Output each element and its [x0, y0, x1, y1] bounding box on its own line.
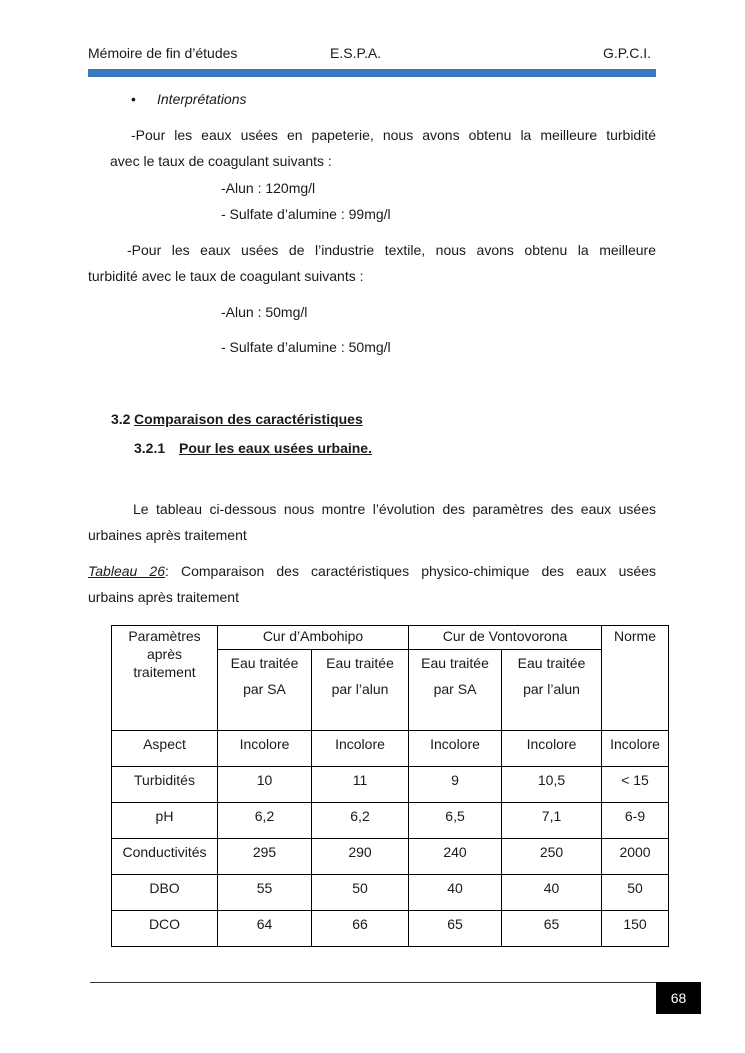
- table-cell: Incolore: [602, 731, 669, 767]
- table-header-row-groups: [112, 626, 669, 650]
- section-number: 3.2: [111, 411, 131, 427]
- para1-line2: avec le taux de coagulant suivants :: [110, 153, 332, 169]
- table-cell: 9: [409, 767, 502, 803]
- table-caption-label: Tableau 26: [88, 563, 165, 579]
- para2-line1: -Pour les eaux usées de l’industrie textile, nous avons obtenu la meilleure: [127, 242, 656, 258]
- header-sub-2-line1: Eau traitée: [326, 655, 394, 671]
- header-sub-2: [312, 650, 409, 731]
- table-row: [112, 839, 669, 875]
- table-cell: 65: [409, 911, 502, 947]
- table-row: [112, 767, 669, 803]
- table-cell: 10,5: [502, 767, 602, 803]
- subsection-number: 3.2.1: [134, 440, 166, 456]
- header-norme: Norme: [602, 626, 669, 731]
- header-sub-2-line2: par l’alun: [331, 681, 389, 697]
- intro-line2: urbaines après traitement: [88, 527, 247, 543]
- para1-item2: - Sulfate d’alumine : 99mg/l: [221, 206, 391, 222]
- para2-line2: turbidité avec le taux de coagulant suivants :: [88, 268, 364, 284]
- para1-item1: -Alun : 120mg/l: [221, 180, 316, 196]
- table-cell: 6,5: [409, 803, 502, 839]
- table-cell: Aspect: [112, 731, 218, 767]
- header-sub-4-line2: par l’alun: [523, 681, 580, 697]
- table-cell: Incolore: [502, 731, 602, 767]
- table-cell: 40: [502, 875, 602, 911]
- table-cell: 55: [218, 875, 312, 911]
- header-sub-1: [218, 650, 312, 731]
- header-left: Mémoire de fin d’études: [88, 45, 238, 61]
- bullet-icon: •: [131, 91, 136, 107]
- table-caption-text: : Comparaison des caractéristiques physico-chimique des eaux usées: [165, 563, 656, 579]
- header-sub-1-line2: par SA: [243, 681, 286, 697]
- header-sub-3: [409, 650, 502, 731]
- header-parametres-line2: après: [146, 646, 183, 662]
- header-sub-4: [502, 650, 602, 731]
- table-cell: 6,2: [218, 803, 312, 839]
- table-row: [112, 875, 669, 911]
- table-caption-line2: urbains après traitement: [88, 589, 239, 605]
- header-parametres-line3: traitement: [133, 664, 196, 680]
- footer-rule: [90, 982, 701, 983]
- table-cell: < 15: [602, 767, 669, 803]
- table-row: [112, 911, 669, 947]
- subsection-title: Pour les eaux usées urbaine.: [179, 440, 372, 456]
- table-cell: 50: [312, 875, 409, 911]
- table-cell: pH: [112, 803, 218, 839]
- header-parametres-line1: Paramètres: [128, 628, 201, 644]
- header-rule: [88, 69, 656, 77]
- para2-item2: - Sulfate d’alumine : 50mg/l: [221, 339, 391, 355]
- header-sub-3-line1: Eau traitée: [421, 655, 489, 671]
- table-cell: 6,2: [312, 803, 409, 839]
- table-cell: 6-9: [602, 803, 669, 839]
- table-row: [112, 731, 669, 767]
- table-cell: 7,1: [502, 803, 602, 839]
- header-group-vontovorona: Cur de Vontovorona: [409, 626, 602, 650]
- table-cell: 66: [312, 911, 409, 947]
- table-cell: 50: [602, 875, 669, 911]
- table-cell: Conductivités: [112, 839, 218, 875]
- table-cell: 150: [602, 911, 669, 947]
- table-cell: 64: [218, 911, 312, 947]
- para2-item1: -Alun : 50mg/l: [221, 304, 308, 320]
- table-cell: 290: [312, 839, 409, 875]
- header-center: E.S.P.A.: [330, 45, 382, 61]
- table-cell: Turbidités: [112, 767, 218, 803]
- table-cell: 295: [218, 839, 312, 875]
- intro-line1: Le tableau ci-dessous nous montre l’évolution des paramètres des eaux usées: [133, 501, 656, 517]
- table-cell: 11: [312, 767, 409, 803]
- table-cell: Incolore: [409, 731, 502, 767]
- table-cell: Incolore: [218, 731, 312, 767]
- table-cell: 10: [218, 767, 312, 803]
- header-sub-4-line1: Eau traitée: [517, 655, 586, 671]
- header-sub-3-line2: par SA: [433, 681, 477, 697]
- table-row: [112, 803, 669, 839]
- page-number: 68: [656, 982, 701, 1014]
- table-cell: 40: [409, 875, 502, 911]
- para1-line1: -Pour les eaux usées en papeterie, nous avons obtenu la meilleure turbidité: [131, 127, 656, 143]
- table-cell: 2000: [602, 839, 669, 875]
- table-cell: DBO: [112, 875, 218, 911]
- header-group-ambohipo: Cur d’Ambohipo: [218, 626, 409, 650]
- table-cell: 250: [502, 839, 602, 875]
- section-title: Comparaison des caractéristiques: [134, 411, 363, 427]
- table-cell: 240: [409, 839, 502, 875]
- header-sub-1-line1: Eau traitée: [230, 655, 299, 671]
- interpretations-title: Interprétations: [157, 91, 247, 107]
- comparison-table: [111, 625, 669, 947]
- table-caption-line1: [88, 562, 656, 580]
- header-right: G.P.C.I.: [603, 45, 651, 61]
- header-parametres: [112, 626, 218, 731]
- table-cell: 65: [502, 911, 602, 947]
- table-cell: Incolore: [312, 731, 409, 767]
- table-cell: DCO: [112, 911, 218, 947]
